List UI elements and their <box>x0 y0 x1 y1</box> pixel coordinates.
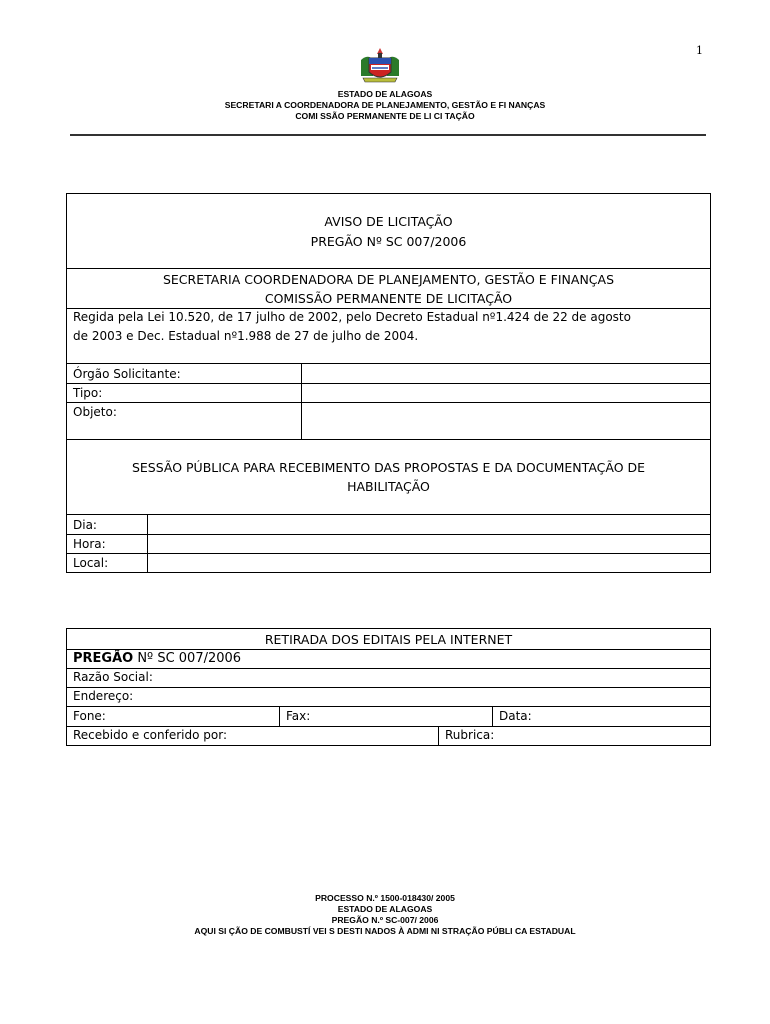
divider <box>67 363 710 364</box>
data-label: Data: <box>499 709 532 723</box>
dia-label: Dia: <box>73 518 97 532</box>
column-divider <box>438 726 439 746</box>
pregao-label: PREGÃO <box>73 651 134 666</box>
header-secretariat: SECRETARI A COORDENADORA DE PLANEJAMENTO, GESTÃO E FI NANÇAS <box>224 100 546 110</box>
divider <box>67 553 710 554</box>
aviso-title: AVISO DE LICITAÇÃO <box>324 214 453 229</box>
retirada-editais-box <box>66 628 711 746</box>
divider <box>67 439 710 440</box>
divider <box>67 649 710 650</box>
retirada-title: RETIRADA DOS EDITAIS PELA INTERNET <box>264 632 513 647</box>
pregao-number: PREGÃO Nº SC 007/2006 <box>310 234 467 249</box>
legal-basis-line2: de 2003 e Dec. Estadual nº1.988 de 27 de julho de 2004. <box>73 329 419 343</box>
sessao-publica-title: SESSÃO PÚBLICA PARA RECEBIMENTO DAS PROPOSTAS E DA DOCUMENTAÇÃO DE <box>131 460 646 475</box>
tipo-label: Tipo: <box>73 386 103 400</box>
objeto-label: Objeto: <box>73 405 117 419</box>
footer-pregao: PREGÃO N.º SC-007/ 2006 <box>331 915 439 925</box>
orgao-solicitante-label: Órgão Solicitante: <box>73 367 181 381</box>
pregao-reference <box>73 651 241 666</box>
divider <box>67 706 710 707</box>
column-divider <box>301 363 302 439</box>
aviso-licitacao-box <box>66 193 711 573</box>
footer-state: ESTADO DE ALAGOAS <box>337 904 433 914</box>
local-label: Local: <box>73 556 109 570</box>
state-coat-of-arms-logo <box>357 48 403 84</box>
rubrica-label: Rubrica: <box>445 728 495 742</box>
divider <box>67 514 710 515</box>
endereco-label: Endereço: <box>73 689 134 703</box>
header-state: ESTADO DE ALAGOAS <box>337 89 433 99</box>
recebido-conferido-label: Recebido e conferido por: <box>73 728 228 742</box>
org-secretariat: SECRETARIA COORDENADORA DE PLANEJAMENTO, GESTÃO E FINANÇAS <box>162 272 615 287</box>
page-number: 1 <box>696 44 703 57</box>
column-divider <box>147 514 148 573</box>
divider <box>67 668 710 669</box>
footer-subject: AQUI SI ÇÃO DE COMBUSTÍ VEI S DESTI NADOS À ADMI NI STRAÇÃO PÚBLI CA ESTADUAL <box>194 926 576 936</box>
divider <box>67 726 710 727</box>
divider <box>67 687 710 688</box>
column-divider <box>279 706 280 726</box>
divider <box>67 268 710 269</box>
legal-basis-line1: Regida pela Lei 10.520, de 17 julho de 2002, pelo Decreto Estadual nº1.424 de 22 de agosto <box>73 310 631 324</box>
fone-label: Fone: <box>73 709 106 723</box>
pregao-number: Nº SC 007/2006 <box>133 651 242 666</box>
razao-social-label: Razão Social: <box>73 670 153 684</box>
org-commission: COMISSÃO PERMANENTE DE LICITAÇÃO <box>264 291 513 306</box>
column-divider <box>492 706 493 726</box>
divider <box>67 383 710 384</box>
footer-process-number: PROCESSO N.º 1500-018430/ 2005 <box>315 893 455 903</box>
hora-label: Hora: <box>73 537 106 551</box>
header-commission: COMI SSÃO PERMANENTE DE LI CI TAÇÃO <box>295 111 475 121</box>
sessao-publica-title-cont: HABILITAÇÃO <box>347 479 430 494</box>
divider <box>67 534 710 535</box>
divider <box>67 402 710 403</box>
fax-label: Fax: <box>286 709 311 723</box>
header-divider <box>70 134 706 136</box>
